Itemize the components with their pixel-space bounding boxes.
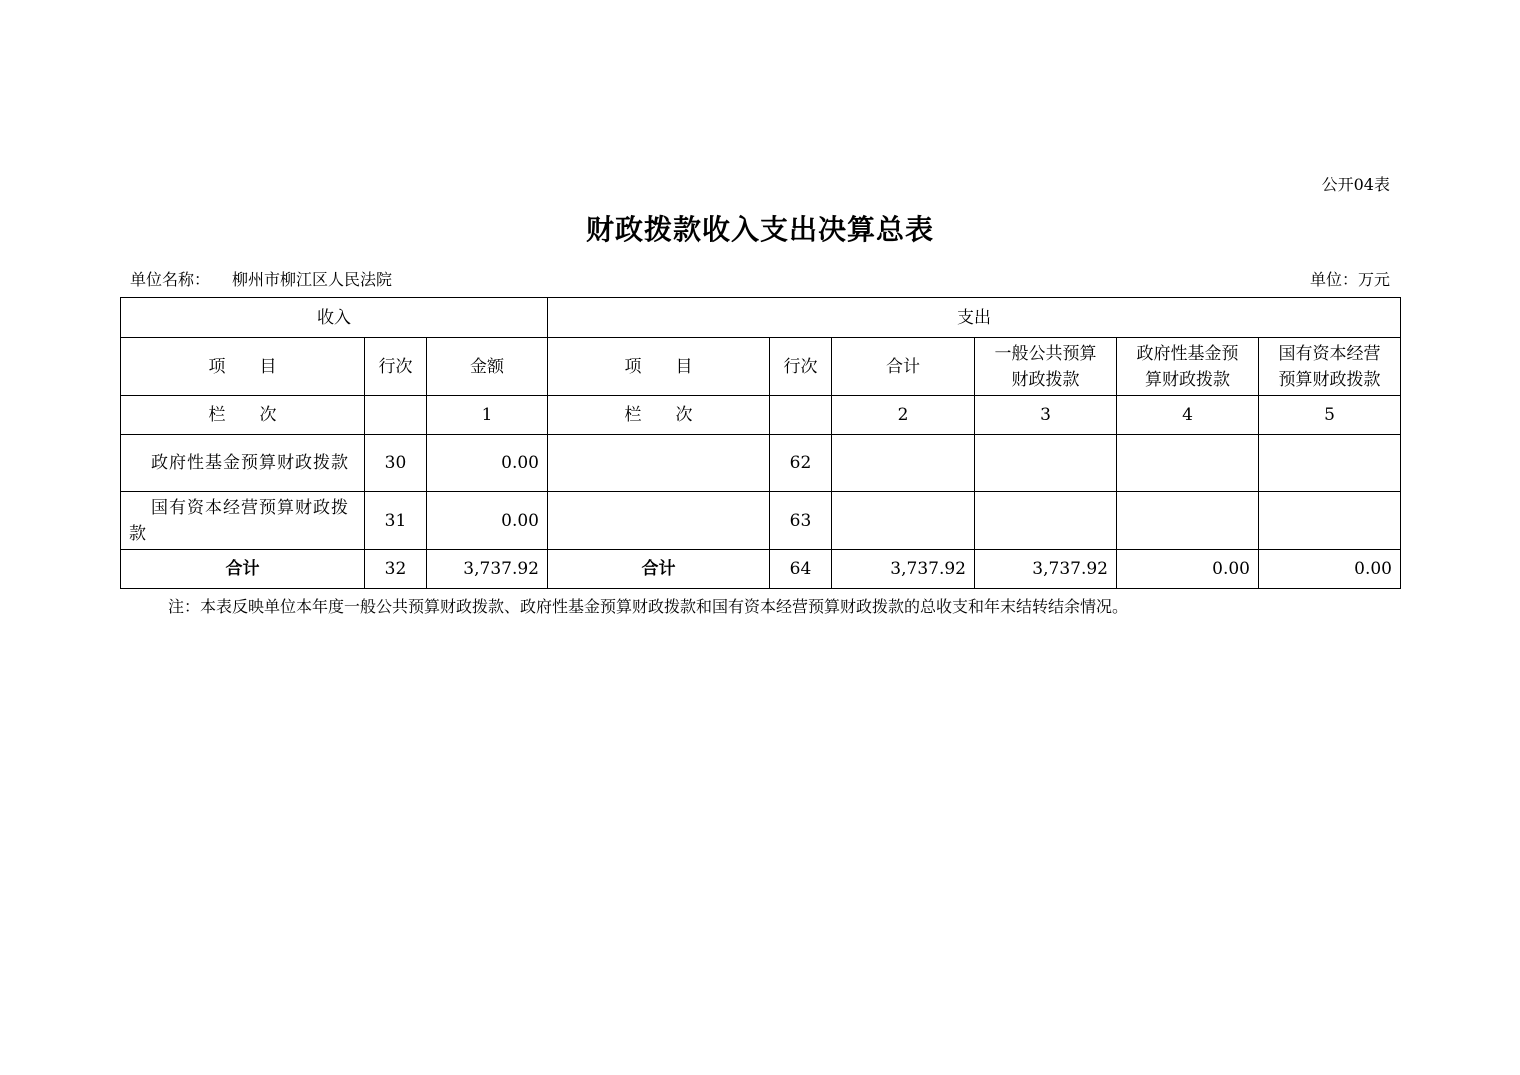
income-line: 31: [365, 492, 427, 550]
general-budget: [975, 435, 1117, 492]
expense-line: 62: [770, 435, 832, 492]
index-1: 1: [427, 396, 548, 435]
expense-item: [548, 435, 770, 492]
income-item: 国有资本经营预算财政拨款: [121, 492, 365, 550]
index-4: 4: [1117, 396, 1259, 435]
fund-budget: [1117, 435, 1259, 492]
general-budget-header-line1: 一般公共预算: [994, 343, 1097, 364]
general-budget: [975, 492, 1117, 550]
fund-budget-header: [1117, 338, 1259, 396]
expense-item: [548, 492, 770, 550]
fund-budget: [1117, 492, 1259, 550]
section-header-row: [121, 298, 1401, 338]
income-total-line: 32: [365, 550, 427, 589]
table-row: [121, 435, 1401, 492]
unit-name: [130, 267, 392, 290]
expense-total-line: 64: [770, 550, 832, 589]
fund-budget-total: 0.00: [1117, 550, 1259, 589]
expense-header: 支出: [548, 298, 1401, 338]
income-total-label: 合计: [121, 550, 365, 589]
expense-line: 63: [770, 492, 832, 550]
income-index-line: [365, 396, 427, 435]
expense-total-header: 合计: [832, 338, 975, 396]
income-total-amount: 3,737.92: [427, 550, 548, 589]
state-capital-header-line2: 预算财政拨款: [1278, 369, 1381, 390]
unit-name-value: 柳州市柳江区人民法院: [232, 270, 393, 289]
total-row: [121, 550, 1401, 589]
expense-index-label: 栏 次: [548, 396, 770, 435]
income-index-label: 栏 次: [121, 396, 365, 435]
expense-total-amount: 3,737.92: [832, 550, 975, 589]
expense-total: [832, 492, 975, 550]
state-capital-total: 0.00: [1259, 550, 1401, 589]
form-code: 公开04表: [1321, 175, 1390, 194]
state-capital: [1259, 435, 1401, 492]
expense-total-label: 合计: [548, 550, 770, 589]
unit-name-label: 单位名称：: [130, 270, 211, 289]
general-budget-header: [975, 338, 1117, 396]
income-header: 收入: [121, 298, 548, 338]
state-capital-header: [1259, 338, 1401, 396]
expense-index-line: [770, 396, 832, 435]
income-amount: 0.00: [427, 492, 548, 550]
expense-item-header: 项 目: [548, 338, 770, 396]
general-budget-total: 3,737.92: [975, 550, 1117, 589]
report-table: [120, 297, 1401, 589]
fund-budget-header-line1: 政府性基金预: [1136, 343, 1239, 364]
page-title: 财政拨款收入支出决算总表: [585, 213, 934, 246]
income-amount-header: 金额: [427, 338, 548, 396]
general-budget-header-line2: 财政拨款: [1011, 369, 1080, 390]
column-header-row: [121, 338, 1401, 396]
index-3: 3: [975, 396, 1117, 435]
income-item: 政府性基金预算财政拨款: [121, 435, 365, 492]
expense-line-header: 行次: [770, 338, 832, 396]
income-item-header: 项 目: [121, 338, 365, 396]
income-line-header: 行次: [365, 338, 427, 396]
income-line: 30: [365, 435, 427, 492]
footnote: 注：本表反映单位本年度一般公共预算财政拨款、政府性基金预算财政拨款和国有资本经营预算财政拨款的总收支和年末结转结余情况。: [168, 597, 1129, 616]
expense-total: [832, 435, 975, 492]
state-capital: [1259, 492, 1401, 550]
table-row: [121, 492, 1401, 550]
index-5: 5: [1259, 396, 1401, 435]
fund-budget-header-line2: 算财政拨款: [1145, 369, 1230, 390]
state-capital-header-line1: 国有资本经营: [1278, 343, 1381, 364]
income-amount: 0.00: [427, 435, 548, 492]
column-index-row: [121, 396, 1401, 435]
currency-unit: 单位：万元: [1309, 270, 1390, 289]
index-2: 2: [832, 396, 975, 435]
